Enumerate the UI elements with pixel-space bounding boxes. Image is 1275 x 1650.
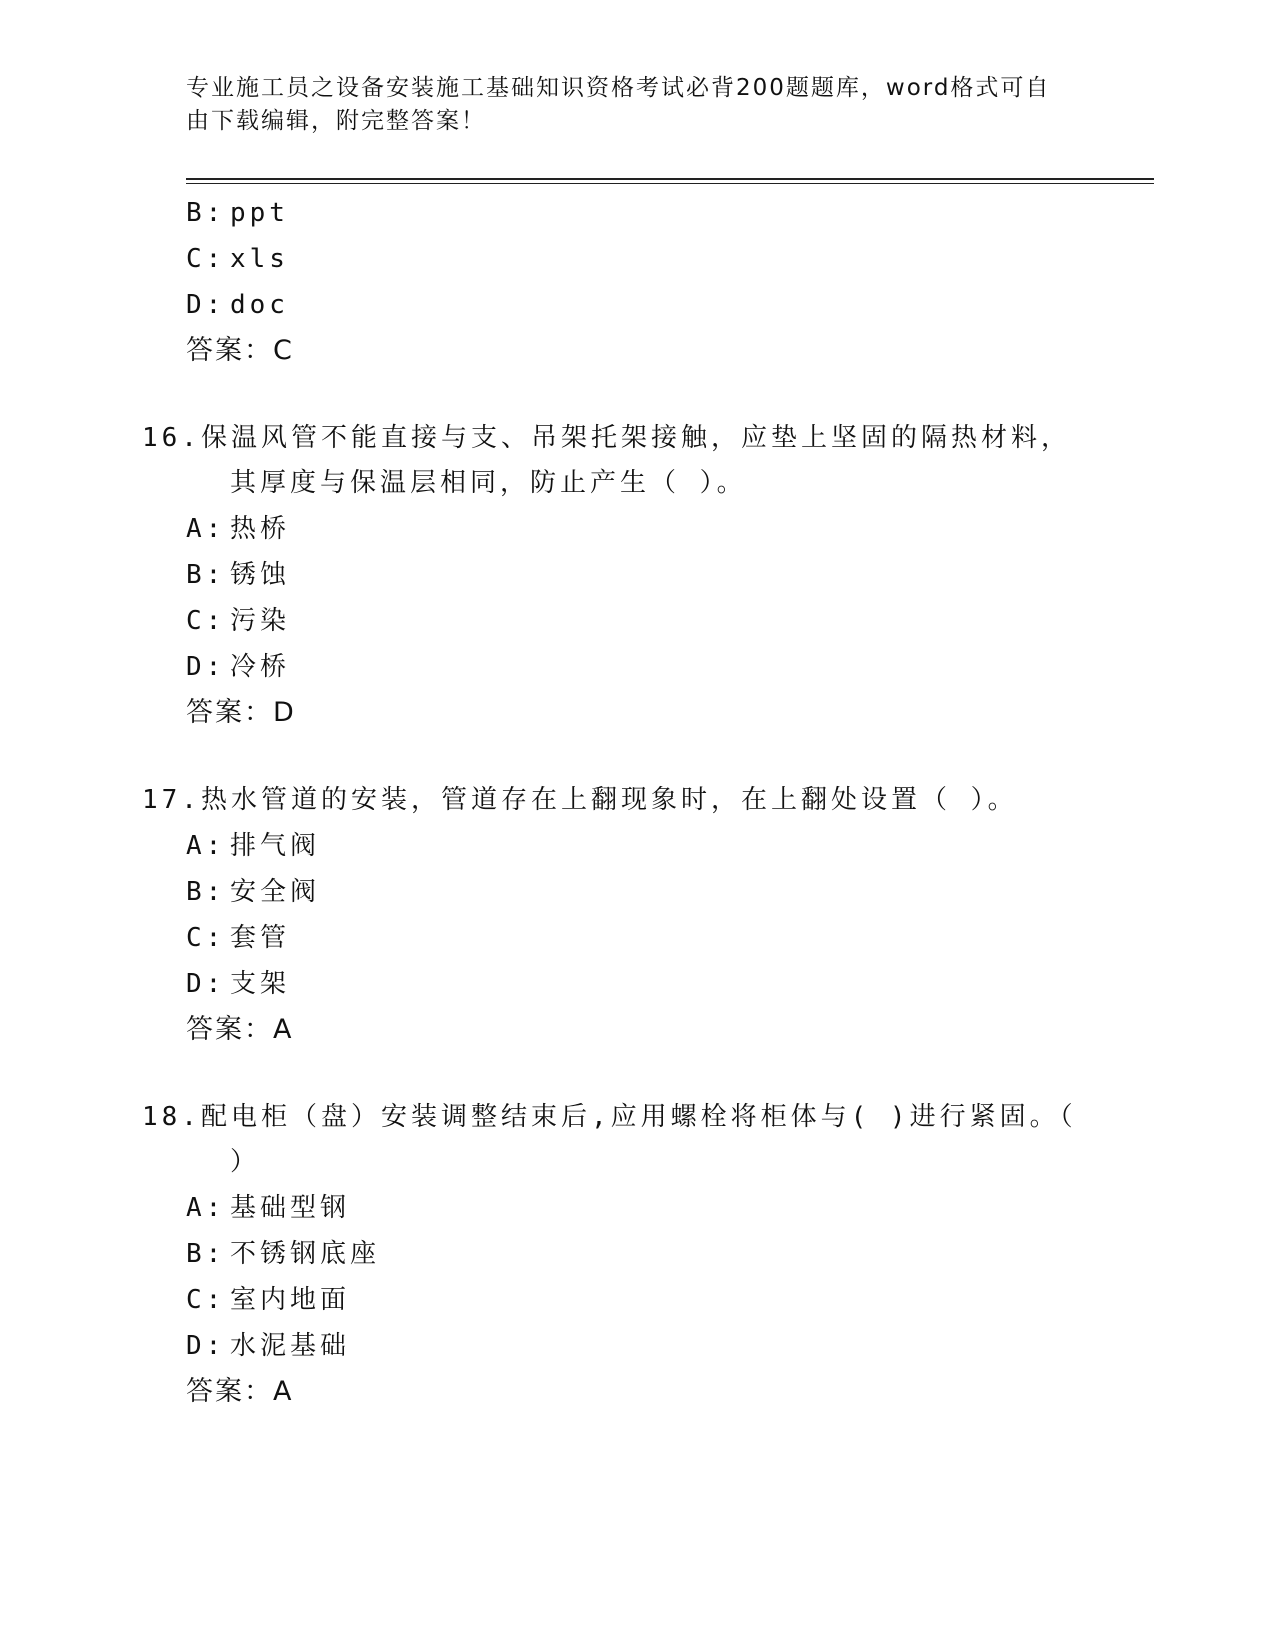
option-text: 水泥基础 — [230, 1331, 351, 1361]
header-divider-thin — [186, 183, 1154, 184]
question-text: 保温风管不能直接与支、吊架托架接触，应垫上坚固的隔热材料，其厚度与保温层相同，防止产生（ ）。 — [200, 423, 1071, 498]
option-text: ppt — [230, 198, 289, 228]
option-a — [186, 823, 1086, 869]
answer-text: 答案：C — [186, 335, 294, 366]
option-letter: B: — [186, 1239, 226, 1269]
header-divider-thick — [186, 178, 1154, 180]
question-text: 热水管道的安装，管道存在上翻现象时，在上翻处设置（ ）。 — [200, 785, 1018, 815]
option-text: 不锈钢底座 — [230, 1239, 381, 1269]
question-content — [142, 190, 1086, 1415]
option-letter: C: — [186, 244, 226, 274]
option-text: 冷桥 — [230, 652, 291, 682]
option-letter: C: — [186, 923, 226, 953]
option-text: 热桥 — [230, 514, 291, 544]
option-b — [186, 869, 1086, 915]
option-text: 套管 — [230, 923, 291, 953]
document-header: 专业施工员之设备安装施工基础知识资格考试必背200题题库，word格式可自由下载编辑，附完整答案！ — [186, 75, 1051, 134]
option-text: doc — [230, 290, 289, 320]
option-letter: C: — [186, 1285, 226, 1315]
option-a — [186, 1185, 1086, 1231]
option-letter: B: — [186, 560, 226, 590]
option-b — [186, 190, 1086, 236]
option-text: 污染 — [230, 606, 291, 636]
option-b — [186, 552, 1086, 598]
option-text: 基础型钢 — [230, 1193, 351, 1223]
option-text: xls — [230, 244, 289, 274]
option-letter: A: — [186, 1193, 226, 1223]
answer-text: 答案：A — [186, 1014, 294, 1045]
option-c — [186, 236, 1086, 282]
option-d — [186, 282, 1086, 328]
option-a — [186, 506, 1086, 552]
question-17 — [142, 778, 1086, 823]
option-letter: C: — [186, 606, 226, 636]
option-d — [186, 1323, 1086, 1369]
option-letter: D: — [186, 290, 226, 320]
answer-text: 答案：A — [186, 1376, 294, 1407]
option-letter: A: — [186, 514, 226, 544]
option-letter: A: — [186, 831, 226, 861]
option-letter: D: — [186, 652, 226, 682]
option-letter: D: — [186, 969, 226, 999]
option-letter: B: — [186, 877, 226, 907]
question-18 — [142, 1095, 1086, 1185]
answer-text: 答案：D — [186, 697, 296, 728]
option-text: 支架 — [230, 969, 291, 999]
question-number: 17. — [142, 785, 201, 815]
option-text: 室内地面 — [230, 1285, 351, 1315]
option-text: 排气阀 — [230, 831, 321, 861]
question-16 — [142, 416, 1086, 506]
option-d — [186, 961, 1086, 1007]
option-c — [186, 915, 1086, 961]
option-d — [186, 644, 1086, 690]
question-number: 16. — [142, 423, 201, 453]
option-text: 安全阀 — [230, 877, 321, 907]
option-text: 锈蚀 — [230, 560, 291, 590]
option-c — [186, 1277, 1086, 1323]
question-number: 18. — [142, 1102, 201, 1132]
option-b — [186, 1231, 1086, 1277]
option-letter: D: — [186, 1331, 226, 1361]
question-text: 配电柜（盘）安装调整结束后,应用螺栓将柜体与( )进行紧固。（ ） — [200, 1102, 1077, 1177]
option-c — [186, 598, 1086, 644]
option-letter: B: — [186, 198, 226, 228]
